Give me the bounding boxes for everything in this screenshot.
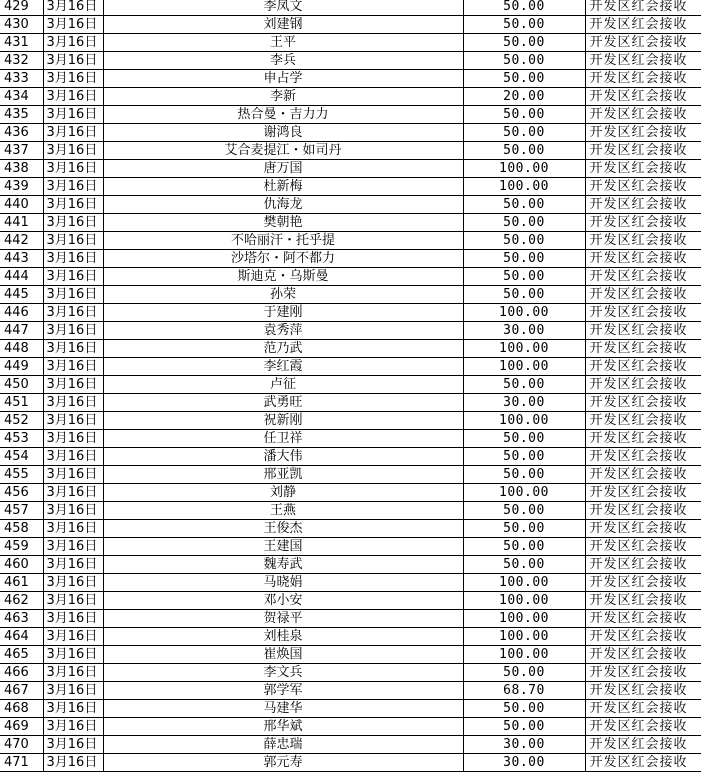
amount-cell[interactable]: 30.00 [463, 736, 585, 754]
amount-cell[interactable]: 100.00 [463, 160, 585, 178]
donor-name-cell[interactable]: 薛忠瑞 [103, 736, 463, 754]
receiver-note-cell[interactable]: 开发区红会接收 [585, 520, 701, 538]
table-row [0, 628, 701, 646]
amount-cell[interactable]: 100.00 [463, 358, 585, 376]
table-row [0, 106, 701, 124]
row-number-cell[interactable]: 458 [0, 520, 43, 538]
row-number-cell[interactable]: 436 [0, 124, 43, 142]
table-row [0, 574, 701, 592]
table-row [0, 340, 701, 358]
donor-name-cell[interactable]: 杜新梅 [103, 178, 463, 196]
date-cell[interactable]: 3月16日 [43, 106, 103, 124]
donor-name-cell[interactable]: 魏寿武 [103, 556, 463, 574]
row-number-cell[interactable]: 465 [0, 646, 43, 664]
donor-name-cell[interactable]: 邢亚凯 [103, 466, 463, 484]
row-number-cell[interactable]: 471 [0, 754, 43, 772]
date-cell[interactable]: 3月16日 [43, 358, 103, 376]
table-row [0, 160, 701, 178]
row-number-cell[interactable]: 447 [0, 322, 43, 340]
receiver-note-cell[interactable]: 开发区红会接收 [585, 736, 701, 754]
receiver-note-cell[interactable]: 开发区红会接收 [585, 52, 701, 70]
receiver-note-cell[interactable]: 开发区红会接收 [585, 142, 701, 160]
donor-name-cell[interactable]: 热合曼・吉力力 [103, 106, 463, 124]
donor-name-cell[interactable]: 贺禄平 [103, 610, 463, 628]
donor-name-cell[interactable]: 马晓娟 [103, 574, 463, 592]
date-cell[interactable]: 3月16日 [43, 250, 103, 268]
amount-cell[interactable]: 50.00 [463, 502, 585, 520]
amount-cell[interactable]: 100.00 [463, 340, 585, 358]
table-row [0, 700, 701, 718]
receiver-note-cell[interactable]: 开发区红会接收 [585, 286, 701, 304]
donor-name-cell[interactable]: 李文兵 [103, 664, 463, 682]
amount-cell[interactable]: 50.00 [463, 52, 585, 70]
date-cell[interactable]: 3月16日 [43, 286, 103, 304]
amount-cell[interactable]: 100.00 [463, 610, 585, 628]
row-number-cell[interactable]: 444 [0, 268, 43, 286]
donor-name-cell[interactable]: 王建国 [103, 538, 463, 556]
row-number-cell[interactable]: 430 [0, 16, 43, 34]
donor-name-cell[interactable]: 马建华 [103, 700, 463, 718]
row-number-cell[interactable]: 448 [0, 340, 43, 358]
amount-cell[interactable]: 20.00 [463, 88, 585, 106]
table-row [0, 88, 701, 106]
table-row [0, 268, 701, 286]
donor-name-cell[interactable]: 王燕 [103, 502, 463, 520]
receiver-note-cell[interactable]: 开发区红会接收 [585, 160, 701, 178]
receiver-note-cell[interactable]: 开发区红会接收 [585, 754, 701, 772]
date-cell[interactable]: 3月16日 [43, 304, 103, 322]
amount-cell[interactable]: 50.00 [463, 430, 585, 448]
table-row [0, 538, 701, 556]
donor-name-cell[interactable]: 李凤文 [103, 0, 463, 16]
row-number-cell[interactable]: 438 [0, 160, 43, 178]
donor-name-cell[interactable]: 沙塔尔・阿不都力 [103, 250, 463, 268]
table-row [0, 502, 701, 520]
donor-name-cell[interactable]: 斯迪克・乌斯曼 [103, 268, 463, 286]
amount-cell[interactable]: 50.00 [463, 34, 585, 52]
table-row [0, 664, 701, 682]
row-number-cell[interactable]: 469 [0, 718, 43, 736]
receiver-note-cell[interactable]: 开发区红会接收 [585, 196, 701, 214]
row-number-cell[interactable]: 443 [0, 250, 43, 268]
date-cell[interactable]: 3月16日 [43, 664, 103, 682]
donor-name-cell[interactable]: 艾合麦提江・如司丹 [103, 142, 463, 160]
amount-cell[interactable]: 30.00 [463, 394, 585, 412]
amount-cell[interactable]: 50.00 [463, 142, 585, 160]
date-cell[interactable]: 3月16日 [43, 520, 103, 538]
row-number-cell[interactable]: 429 [0, 0, 43, 16]
date-cell[interactable]: 3月16日 [43, 340, 103, 358]
donor-name-cell[interactable]: 于建刚 [103, 304, 463, 322]
amount-cell[interactable]: 50.00 [463, 232, 585, 250]
date-cell[interactable]: 3月16日 [43, 484, 103, 502]
row-number-cell[interactable]: 463 [0, 610, 43, 628]
date-cell[interactable]: 3月16日 [43, 646, 103, 664]
donor-name-cell[interactable]: 李新 [103, 88, 463, 106]
donor-name-cell[interactable]: 李红霞 [103, 358, 463, 376]
receiver-note-cell[interactable]: 开发区红会接收 [585, 484, 701, 502]
amount-cell[interactable]: 50.00 [463, 718, 585, 736]
row-number-cell[interactable]: 432 [0, 52, 43, 70]
receiver-note-cell[interactable]: 开发区红会接收 [585, 628, 701, 646]
date-cell[interactable]: 3月16日 [43, 196, 103, 214]
donor-name-cell[interactable]: 潘大伟 [103, 448, 463, 466]
date-cell[interactable]: 3月16日 [43, 430, 103, 448]
donor-name-cell[interactable]: 刘静 [103, 484, 463, 502]
date-cell[interactable]: 3月16日 [43, 718, 103, 736]
row-number-cell[interactable]: 454 [0, 448, 43, 466]
table-row [0, 484, 701, 502]
table-row [0, 286, 701, 304]
amount-cell[interactable]: 50.00 [463, 286, 585, 304]
table-row [0, 34, 701, 52]
date-cell[interactable]: 3月16日 [43, 142, 103, 160]
date-cell[interactable]: 3月16日 [43, 736, 103, 754]
amount-cell[interactable]: 50.00 [463, 214, 585, 232]
table-row [0, 448, 701, 466]
amount-cell[interactable]: 68.70 [463, 682, 585, 700]
receiver-note-cell[interactable]: 开发区红会接收 [585, 106, 701, 124]
donor-name-cell[interactable]: 祝新刚 [103, 412, 463, 430]
date-cell[interactable]: 3月16日 [43, 322, 103, 340]
date-cell[interactable]: 3月16日 [43, 214, 103, 232]
amount-cell[interactable]: 50.00 [463, 556, 585, 574]
amount-cell[interactable]: 50.00 [463, 664, 585, 682]
receiver-note-cell[interactable]: 开发区红会接收 [585, 340, 701, 358]
date-cell[interactable]: 3月16日 [43, 232, 103, 250]
table-row [0, 52, 701, 70]
amount-cell[interactable]: 50.00 [463, 16, 585, 34]
date-cell[interactable]: 3月16日 [43, 502, 103, 520]
row-number-cell[interactable]: 467 [0, 682, 43, 700]
table-row [0, 718, 701, 736]
date-cell[interactable]: 3月16日 [43, 268, 103, 286]
date-cell[interactable]: 3月16日 [43, 160, 103, 178]
receiver-note-cell[interactable]: 开发区红会接收 [585, 538, 701, 556]
date-cell[interactable]: 3月16日 [43, 394, 103, 412]
date-cell[interactable]: 3月16日 [43, 754, 103, 772]
row-number-cell[interactable]: 431 [0, 34, 43, 52]
amount-cell[interactable]: 50.00 [463, 448, 585, 466]
receiver-note-cell[interactable]: 开发区红会接收 [585, 250, 701, 268]
amount-cell[interactable]: 50.00 [463, 520, 585, 538]
row-number-cell[interactable]: 451 [0, 394, 43, 412]
date-cell[interactable]: 3月16日 [43, 448, 103, 466]
row-number-cell[interactable]: 452 [0, 412, 43, 430]
receiver-note-cell[interactable]: 开发区红会接收 [585, 88, 701, 106]
receiver-note-cell[interactable]: 开发区红会接收 [585, 502, 701, 520]
table-row [0, 430, 701, 448]
row-number-cell[interactable]: 433 [0, 70, 43, 88]
date-cell[interactable]: 3月16日 [43, 556, 103, 574]
row-number-cell[interactable]: 440 [0, 196, 43, 214]
receiver-note-cell[interactable]: 开发区红会接收 [585, 16, 701, 34]
receiver-note-cell[interactable]: 开发区红会接收 [585, 0, 701, 16]
row-number-cell[interactable]: 461 [0, 574, 43, 592]
row-number-cell[interactable]: 445 [0, 286, 43, 304]
table-row [0, 394, 701, 412]
receiver-note-cell[interactable]: 开发区红会接收 [585, 358, 701, 376]
date-cell[interactable]: 3月16日 [43, 682, 103, 700]
donor-name-cell[interactable]: 崔焕国 [103, 646, 463, 664]
amount-cell[interactable]: 100.00 [463, 592, 585, 610]
table-row [0, 376, 701, 394]
receiver-note-cell[interactable]: 开发区红会接收 [585, 718, 701, 736]
donor-name-cell[interactable]: 不哈丽汗・托乎提 [103, 232, 463, 250]
table-row [0, 196, 701, 214]
row-number-cell[interactable]: 446 [0, 304, 43, 322]
date-cell[interactable]: 3月16日 [43, 124, 103, 142]
receiver-note-cell[interactable]: 开发区红会接收 [585, 376, 701, 394]
table-row [0, 178, 701, 196]
row-number-cell[interactable]: 453 [0, 430, 43, 448]
date-cell[interactable]: 3月16日 [43, 70, 103, 88]
row-number-cell[interactable]: 450 [0, 376, 43, 394]
table-row [0, 304, 701, 322]
table-row [0, 466, 701, 484]
donor-name-cell[interactable]: 仇海龙 [103, 196, 463, 214]
receiver-note-cell[interactable]: 开发区红会接收 [585, 268, 701, 286]
table-row [0, 412, 701, 430]
donor-name-cell[interactable]: 邢华斌 [103, 718, 463, 736]
donor-name-cell[interactable]: 王平 [103, 34, 463, 52]
receiver-note-cell[interactable]: 开发区红会接收 [585, 70, 701, 88]
date-cell[interactable]: 3月16日 [43, 376, 103, 394]
amount-cell[interactable]: 50.00 [463, 538, 585, 556]
donor-name-cell[interactable]: 申占学 [103, 70, 463, 88]
row-number-cell[interactable]: 439 [0, 178, 43, 196]
donor-name-cell[interactable]: 刘建钢 [103, 16, 463, 34]
receiver-note-cell[interactable]: 开发区红会接收 [585, 574, 701, 592]
receiver-note-cell[interactable]: 开发区红会接收 [585, 664, 701, 682]
donor-name-cell[interactable]: 谢鸿良 [103, 124, 463, 142]
table-row [0, 610, 701, 628]
row-number-cell[interactable]: 468 [0, 700, 43, 718]
date-cell[interactable]: 3月16日 [43, 628, 103, 646]
amount-cell[interactable]: 50.00 [463, 700, 585, 718]
date-cell[interactable]: 3月16日 [43, 574, 103, 592]
donor-name-cell[interactable]: 郭学军 [103, 682, 463, 700]
receiver-note-cell[interactable]: 开发区红会接收 [585, 232, 701, 250]
donor-name-cell[interactable]: 李兵 [103, 52, 463, 70]
donor-name-cell[interactable]: 范乃武 [103, 340, 463, 358]
date-cell[interactable]: 3月16日 [43, 592, 103, 610]
amount-cell[interactable]: 50.00 [463, 250, 585, 268]
amount-cell[interactable]: 100.00 [463, 574, 585, 592]
amount-cell[interactable]: 100.00 [463, 628, 585, 646]
donor-name-cell[interactable]: 卢征 [103, 376, 463, 394]
table-row [0, 142, 701, 160]
donor-name-cell[interactable]: 孙荣 [103, 286, 463, 304]
amount-cell[interactable]: 30.00 [463, 754, 585, 772]
table-row [0, 124, 701, 142]
donor-name-cell[interactable]: 樊朝艳 [103, 214, 463, 232]
row-number-cell[interactable]: 464 [0, 628, 43, 646]
donor-name-cell[interactable]: 武勇旺 [103, 394, 463, 412]
date-cell[interactable]: 3月16日 [43, 412, 103, 430]
receiver-note-cell[interactable]: 开发区红会接收 [585, 322, 701, 340]
donor-name-cell[interactable]: 任卫祥 [103, 430, 463, 448]
table-row [0, 682, 701, 700]
row-number-cell[interactable]: 455 [0, 466, 43, 484]
receiver-note-cell[interactable]: 开发区红会接收 [585, 556, 701, 574]
row-number-cell[interactable]: 437 [0, 142, 43, 160]
row-number-cell[interactable]: 441 [0, 214, 43, 232]
table-row [0, 556, 701, 574]
receiver-note-cell[interactable]: 开发区红会接收 [585, 448, 701, 466]
amount-cell[interactable]: 50.00 [463, 0, 585, 16]
table-row [0, 322, 701, 340]
amount-cell[interactable]: 100.00 [463, 484, 585, 502]
date-cell[interactable]: 3月16日 [43, 0, 103, 16]
row-number-cell[interactable]: 456 [0, 484, 43, 502]
date-cell[interactable]: 3月16日 [43, 466, 103, 484]
donor-name-cell[interactable]: 郭元寿 [103, 754, 463, 772]
amount-cell[interactable]: 50.00 [463, 376, 585, 394]
table-row [0, 16, 701, 34]
donor-name-cell[interactable]: 刘桂泉 [103, 628, 463, 646]
row-number-cell[interactable]: 434 [0, 88, 43, 106]
donor-name-cell[interactable]: 王俊杰 [103, 520, 463, 538]
amount-cell[interactable]: 100.00 [463, 304, 585, 322]
receiver-note-cell[interactable]: 开发区红会接收 [585, 34, 701, 52]
date-cell[interactable]: 3月16日 [43, 178, 103, 196]
amount-cell[interactable]: 100.00 [463, 412, 585, 430]
amount-cell[interactable]: 50.00 [463, 70, 585, 88]
receiver-note-cell[interactable]: 开发区红会接收 [585, 394, 701, 412]
receiver-note-cell[interactable]: 开发区红会接收 [585, 430, 701, 448]
table-row [0, 70, 701, 88]
amount-cell[interactable]: 30.00 [463, 322, 585, 340]
row-number-cell[interactable]: 459 [0, 538, 43, 556]
receiver-note-cell[interactable]: 开发区红会接收 [585, 592, 701, 610]
amount-cell[interactable]: 50.00 [463, 124, 585, 142]
receiver-note-cell[interactable]: 开发区红会接收 [585, 178, 701, 196]
row-number-cell[interactable]: 442 [0, 232, 43, 250]
amount-cell[interactable]: 100.00 [463, 178, 585, 196]
table-row [0, 250, 701, 268]
date-cell[interactable]: 3月16日 [43, 16, 103, 34]
date-cell[interactable]: 3月16日 [43, 88, 103, 106]
amount-cell[interactable]: 50.00 [463, 196, 585, 214]
donor-name-cell[interactable]: 邓小安 [103, 592, 463, 610]
amount-cell[interactable]: 50.00 [463, 268, 585, 286]
row-number-cell[interactable]: 466 [0, 664, 43, 682]
row-number-cell[interactable]: 435 [0, 106, 43, 124]
date-cell[interactable]: 3月16日 [43, 610, 103, 628]
receiver-note-cell[interactable]: 开发区红会接收 [585, 124, 701, 142]
amount-cell[interactable]: 100.00 [463, 646, 585, 664]
row-number-cell[interactable]: 449 [0, 358, 43, 376]
table-row [0, 754, 701, 772]
receiver-note-cell[interactable]: 开发区红会接收 [585, 466, 701, 484]
receiver-note-cell[interactable]: 开发区红会接收 [585, 412, 701, 430]
table-row [0, 214, 701, 232]
table-row [0, 358, 701, 376]
donor-name-cell[interactable]: 袁秀萍 [103, 322, 463, 340]
receiver-note-cell[interactable]: 开发区红会接收 [585, 304, 701, 322]
row-number-cell[interactable]: 460 [0, 556, 43, 574]
donor-name-cell[interactable]: 唐万国 [103, 160, 463, 178]
amount-cell[interactable]: 50.00 [463, 466, 585, 484]
receiver-note-cell[interactable]: 开发区红会接收 [585, 682, 701, 700]
table-row [0, 232, 701, 250]
date-cell[interactable]: 3月16日 [43, 538, 103, 556]
receiver-note-cell[interactable]: 开发区红会接收 [585, 700, 701, 718]
table-row [0, 646, 701, 664]
date-cell[interactable]: 3月16日 [43, 52, 103, 70]
receiver-note-cell[interactable]: 开发区红会接收 [585, 610, 701, 628]
date-cell[interactable]: 3月16日 [43, 34, 103, 52]
receiver-note-cell[interactable]: 开发区红会接收 [585, 214, 701, 232]
table-row [0, 736, 701, 754]
date-cell[interactable]: 3月16日 [43, 700, 103, 718]
row-number-cell[interactable]: 470 [0, 736, 43, 754]
row-number-cell[interactable]: 462 [0, 592, 43, 610]
table-row [0, 592, 701, 610]
row-number-cell[interactable]: 457 [0, 502, 43, 520]
receiver-note-cell[interactable]: 开发区红会接收 [585, 646, 701, 664]
table-row [0, 0, 701, 16]
table-row [0, 520, 701, 538]
amount-cell[interactable]: 50.00 [463, 106, 585, 124]
